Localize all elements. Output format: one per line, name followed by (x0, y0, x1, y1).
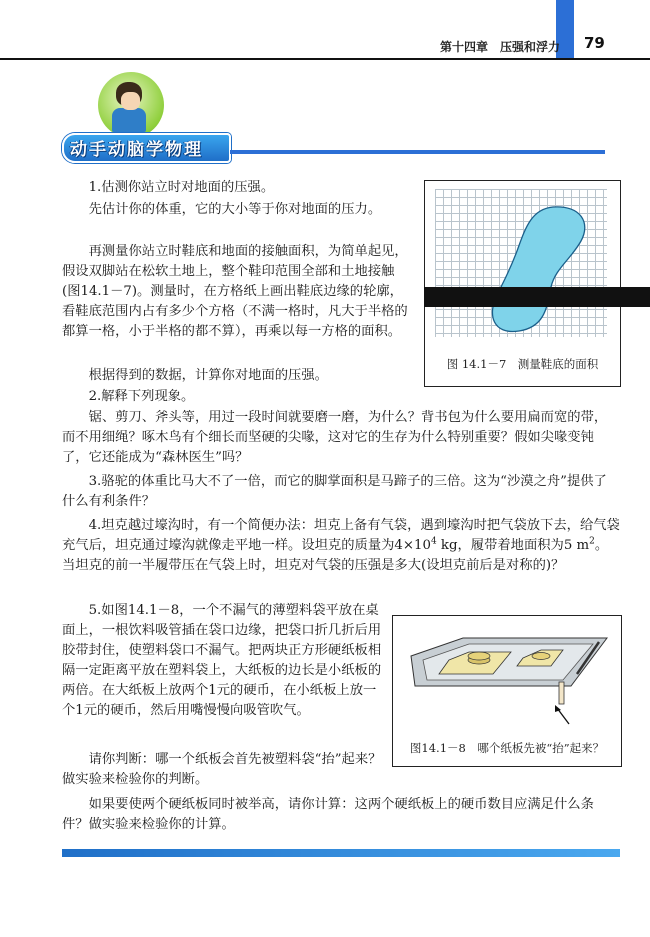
q5-paragraph-2: 请你判断：哪一个纸板会首先被塑料袋“抬”起来？做实验来检验你的判断。 (62, 752, 382, 787)
student-illustration-body (112, 108, 146, 132)
section-title: 动手动脑学物理 (70, 140, 203, 160)
q5-paragraph-1: 5.如图14.1－8，一个不漏气的薄塑料袋平放在桌面上，一根饮料吸管插在袋口边缘，把袋口折几折后用胶带封住，使塑料袋口不漏气。把两块正方形硬纸板相隔一定距离平放在塑料袋上，大纸板的边长是小纸板的两倍。在大纸板上放两个1元的硬币，在小纸板上放一个1元的硬币，然后用嘴慢慢向吸管吹气。 (62, 603, 382, 718)
chapter-title: 第十四章 压强和浮力 (440, 40, 561, 54)
q1-paragraph-2: 再测量你站立时鞋底和地面的接触面积，为简单起见，假设双脚站在松软土地上，整个鞋印范围全部和土地接触(图14.1－7)。测量时，在方格纸上画出鞋底边缘的轮廓，看鞋底范围内占有多少个方格（不满一格时，凡大于半格的都算一格，小于半格的都不算），再乘以每一方格的面积。 (62, 244, 408, 339)
q4-exponent-1: 4 (430, 536, 437, 547)
q4-text-c: 。当坦克的前一半履带压在气袋上时，坦克对气袋的压强是多大(设坦克前后是对称的)？ (62, 538, 609, 573)
q4-text-b: kg，履带着地面积为5 m (436, 538, 590, 553)
scan-artifact-bar (424, 287, 650, 307)
q1-paragraph-1: 先估计你的体重，它的大小等于你对地面的压力。 (88, 202, 382, 217)
figure-caption: 图14.1－8 哪个纸板先被“抬”起来？ (409, 741, 605, 755)
figure-plastic-bag-experiment (392, 615, 622, 767)
bag-experiment-graphic (393, 616, 621, 736)
q2-body: 锯、剪刀、斧头等，用过一段时间就要磨一磨，为什么？背书包为什么要用扁而宽的带，而不用细绳？啄木鸟有个细长而坚硬的尖喙，这对它的生存为什么特别重要？假如尖喙变钝了，它还能成为“森林医生”吗？ (62, 410, 608, 465)
q3-body: 3.骆驼的体重比马大不了一倍，而它的脚掌面积是马蹄子的三倍。这为“沙漠之舟”提供了什么有利条件？ (62, 474, 607, 509)
q2-title: 2.解释下列现象。 (88, 389, 195, 404)
figure-caption: 图 14.1－7 测量鞋底的面积 (446, 357, 599, 371)
q4-text-a: 4.坦克越过壕沟时，有一个简便办法：坦克上备有气袋，遇到壕沟时把气袋放下去，给气袋充气后，坦克通过壕沟就像走平地一样。设坦克的质量为4×10 (62, 518, 620, 553)
q1-paragraph-3: 根据得到的数据，计算你对地面的压强。 (88, 368, 328, 383)
q1-title: 1.估测你站立时对地面的压强。 (88, 180, 275, 195)
q4-body (62, 516, 620, 576)
header-rule (0, 58, 650, 60)
student-illustration-face (121, 92, 140, 110)
shoe-outline-graphic (435, 189, 607, 337)
grid-paper (435, 189, 607, 337)
q5-paragraph-3: 如果要使两个硬纸板同时被举高，请你计算：这两个硬纸板上的硬币数目应满足什么条件？做实验来检验你的计算。 (62, 797, 594, 832)
footer-band (62, 849, 620, 857)
figure-shoe-print (424, 180, 621, 387)
section-rule (230, 150, 605, 154)
q4-exponent-2: 2 (589, 536, 595, 547)
page-number: 79 (584, 34, 605, 52)
